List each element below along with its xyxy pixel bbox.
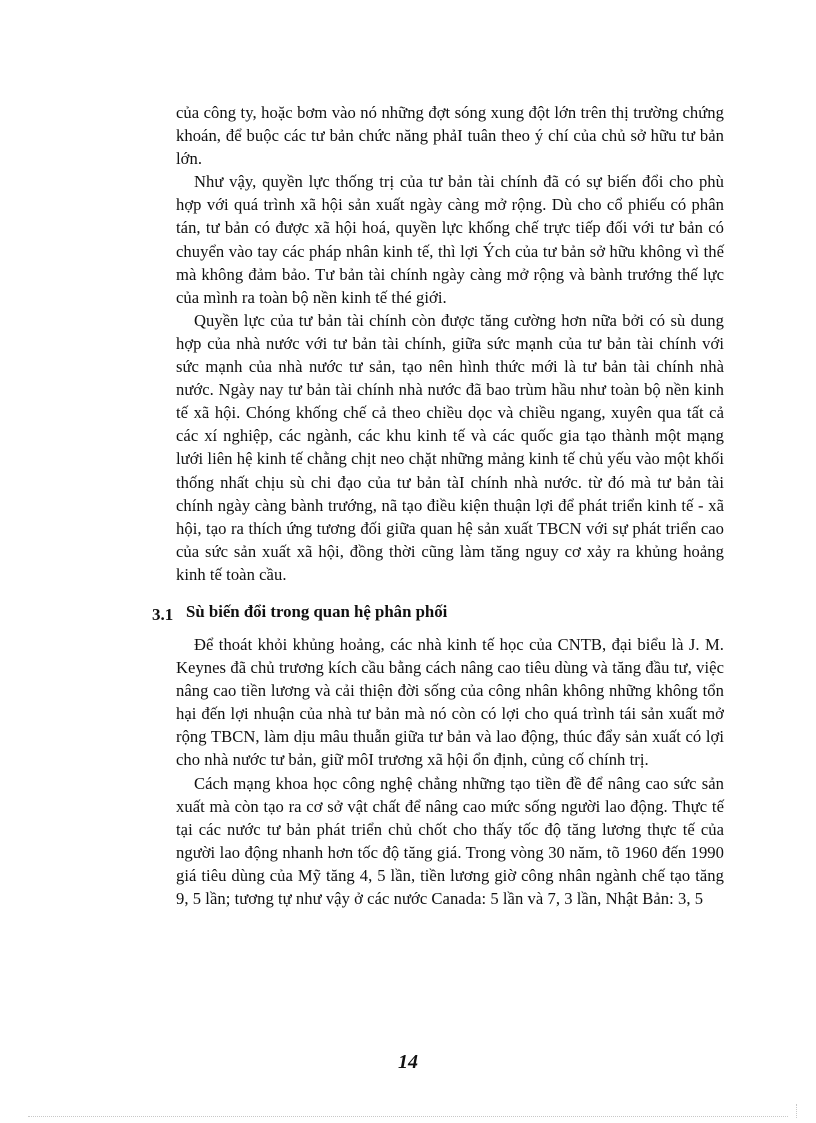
paragraph-tech-revolution: Cách mạng khoa học công nghệ chẳng những tạo tiền đề để nâng cao sức sản xuất mà còn tạo ra cơ sở vật chất để nâng cao mức sống người lao động. Thực tế tại các nước tư bản phát triển chủ chốt cho thấy tốc độ tăng lương thực tế của người lao động nhanh hơn tốc độ tăng giá. Trong vòng 30 năm, tõ 1960 đến 1990 giá tiêu dùng của Mỹ tăng 4, 5 lần, tiền lương giờ công nhân ngành chế tạo tăng 9, 5 lần; tương tự như vậy ở các nước Canada: 5 lần và 7, 3 lần, Nhật Bản: 3, 5 [176, 773, 724, 908]
section-heading [152, 600, 724, 623]
paragraph-financial-capital-power: Như vậy, quyền lực thống trị của tư bản tài chính đã có sự biến đổi cho phù hợp với quá trình xã hội sản xuất ngày càng mở rộng. Dù cho cổ phiếu có phân tán, tư bản có được xã hội hoá, quyền lực khống chế trực tiếp đối với tư bản có chuyển vào tay các pháp nhân kinh tế, thì lợi Ých của tư bản sở hữu không vì thế mà không đảm bảo. Tư bản tài chính ngày càng mở rộng và bành trướng thế lực của mình ra toàn bộ nền kinh tế thé giới. [176, 172, 724, 307]
page-body [152, 101, 724, 910]
page-number: 14 [398, 1051, 418, 1073]
section-title: Sù biến đổi trong quan hệ phân phối [186, 601, 448, 621]
paragraph-keynes: Để thoát khỏi khủng hoảng, các nhà kinh tế học của CNTB, đại biểu là J. M. Keynes đã chủ trương kích cầu bằng cách nâng cao tiêu dùng và tăng đầu tư, việc nâng cao tiền lương và cải thiện đời sống của công nhân không những không tổn hại đến lợi nhuận của nhà tư bản mà nó còn có lợi cho quá trình tái sản xuất mở rộng TBCN, làm dịu mâu thuẫn giữa tư bản và lao động, thúc đẩy sản xuất có lợi cho nhà nước tư bản, giữ môI trương xã hội ổn định, củng cố chính trị. [176, 634, 724, 770]
paragraph-state-financial-capital: Quyền lực của tư bản tài chính còn được tăng cường hơn nữa bởi có sù dung hợp của nhà nước với tư bản tài chính, giữa sức mạnh của tư bản tài chính với sức mạnh của nhà nước tư sản, tạo nên hình thức mới là tư bản tài chính nhà nước. Ngày nay tư bản tài chính nhà nước đã bao trùm hầu như toàn bộ nền kinh tế xã hội. Chóng khống chế cả theo chiều dọc và chiều ngang, xuyên qua tất cả các xí nghiệp, các ngành, các khu kinh tế và các quốc gia tạo thành một mạng lưới liên hệ kinh tế chằng chịt neo chặt những mảng kinh tế chủ yếu vào một khối thống nhất chịu sù chi đạo của tư bản tàI chính nhà nước. từ đó mà tư bản tài chính ngày càng bành trướng, nã tạo điều kiện thuận lợi để phát triển kinh tế - xã hội, tạo ra thích ứng tương đối giữa quan hệ sản xuất TBCN với sự phát triển cao của sức sản xuất xã hội, đồng thời cũng làm tăng nguy cơ xảy ra khủng hoảng kinh tế toàn cầu. [176, 310, 724, 584]
section-number: 3.1 [152, 604, 174, 624]
footer-corner-mark [796, 1104, 797, 1118]
footer-dotted-rule [28, 1116, 788, 1117]
paragraph-continuation: của công ty, hoặc bơm vào nó những đợt sóng xung đột lớn trên thị trường chứng khoán, để buộc các tư bản chức năng phảI tuân theo ý chí của chủ sở hữu tư bản lớn. [176, 103, 724, 169]
